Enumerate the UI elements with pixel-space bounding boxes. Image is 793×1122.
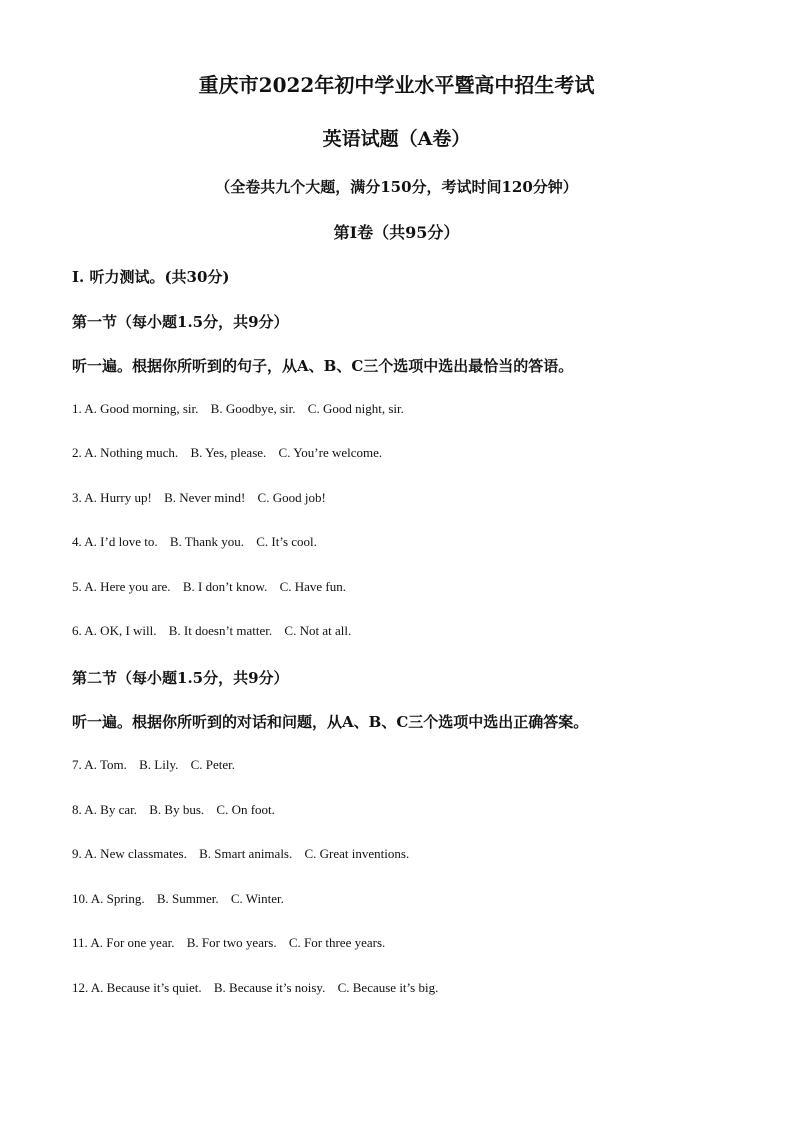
exam-title: 重庆市2022年初中学业水平暨高中招生考试	[198, 73, 595, 97]
option-c: C. Good night, sir.	[307, 401, 404, 416]
option-c: C. You’re welcome.	[278, 445, 383, 460]
option-b: B. By bus.	[149, 802, 205, 817]
exam-note: （全卷共九个大题，满分150分，考试时间120分钟）	[215, 178, 578, 196]
question-number: 10.	[72, 891, 89, 906]
option-a: A. Here you are.	[84, 579, 171, 594]
option-c: C. Have fun.	[279, 579, 346, 594]
section-heading-2: 第二节（每小题1.5分，共9分）	[72, 669, 289, 687]
option-c: C. Not at all.	[284, 623, 352, 638]
option-b: B. Thank you.	[169, 534, 244, 549]
question-number: 3.	[72, 490, 82, 505]
option-a: A. Spring.	[90, 891, 145, 906]
question-number: 7.	[72, 757, 82, 772]
option-a: A. Good morning, sir.	[84, 401, 199, 416]
question-number: 4.	[72, 534, 82, 549]
option-b: B. For two years.	[186, 935, 277, 950]
option-c: C. Winter.	[230, 891, 284, 906]
option-b: B. Yes, please.	[190, 445, 267, 460]
question-number: 2.	[72, 445, 82, 460]
question-item	[72, 534, 317, 550]
part-heading-listening: Ⅰ. 听力测试。(共30分)	[72, 268, 230, 286]
question-item	[72, 935, 385, 951]
question-number: 1.	[72, 401, 82, 416]
question-number: 11.	[72, 935, 88, 950]
option-a: A. OK, I will.	[84, 623, 157, 638]
question-number: 6.	[72, 623, 82, 638]
option-a: A. Because it’s quiet.	[90, 980, 202, 995]
option-a: A. New classmates.	[84, 846, 187, 861]
option-c: C. Good job!	[257, 490, 326, 505]
question-item	[72, 980, 438, 996]
option-b: B. Smart animals.	[199, 846, 293, 861]
option-b: B. Because it’s noisy.	[213, 980, 326, 995]
question-item	[72, 846, 409, 862]
question-item	[72, 579, 346, 595]
question-item	[72, 623, 351, 639]
question-item	[72, 757, 235, 773]
option-c: C. It’s cool.	[256, 534, 317, 549]
option-b: B. Summer.	[156, 891, 219, 906]
exam-subtitle: 英语试题（A卷）	[322, 128, 471, 150]
option-b: B. Goodbye, sir.	[210, 401, 296, 416]
question-item	[72, 891, 284, 907]
option-b: B. Never mind!	[164, 490, 246, 505]
question-item	[72, 445, 382, 461]
section-instruction-1: 听一遍。根据你所听到的句子，从A、B、C三个选项中选出最恰当的答语。	[72, 357, 574, 375]
section-instruction-2: 听一遍。根据你所听到的对话和问题，从A、B、C三个选项中选出正确答案。	[72, 713, 589, 731]
option-c: C. Great inventions.	[304, 846, 410, 861]
question-item	[72, 490, 326, 506]
option-c: C. On foot.	[216, 802, 275, 817]
section-heading-1: 第一节（每小题1.5分，共9分）	[72, 313, 289, 331]
question-item	[72, 802, 275, 818]
question-number: 5.	[72, 579, 82, 594]
option-a: A. By car.	[84, 802, 138, 817]
option-c: C. Peter.	[190, 757, 236, 772]
option-b: B. I don’t know.	[182, 579, 268, 594]
option-a: A. I’d love to.	[84, 534, 158, 549]
option-a: A. For one year.	[90, 935, 175, 950]
option-a: A. Hurry up!	[84, 490, 152, 505]
question-item	[72, 401, 404, 417]
option-c: C. Because it’s big.	[337, 980, 439, 995]
option-a: A. Nothing much.	[84, 445, 179, 460]
question-number: 9.	[72, 846, 82, 861]
option-c: C. For three years.	[288, 935, 386, 950]
option-b: B. It doesn’t matter.	[168, 623, 273, 638]
volume-heading: 第Ⅰ卷（共95分）	[333, 223, 460, 242]
option-b: B. Lily.	[139, 757, 179, 772]
question-number: 8.	[72, 802, 82, 817]
option-a: A. Tom.	[84, 757, 127, 772]
question-number: 12.	[72, 980, 89, 995]
